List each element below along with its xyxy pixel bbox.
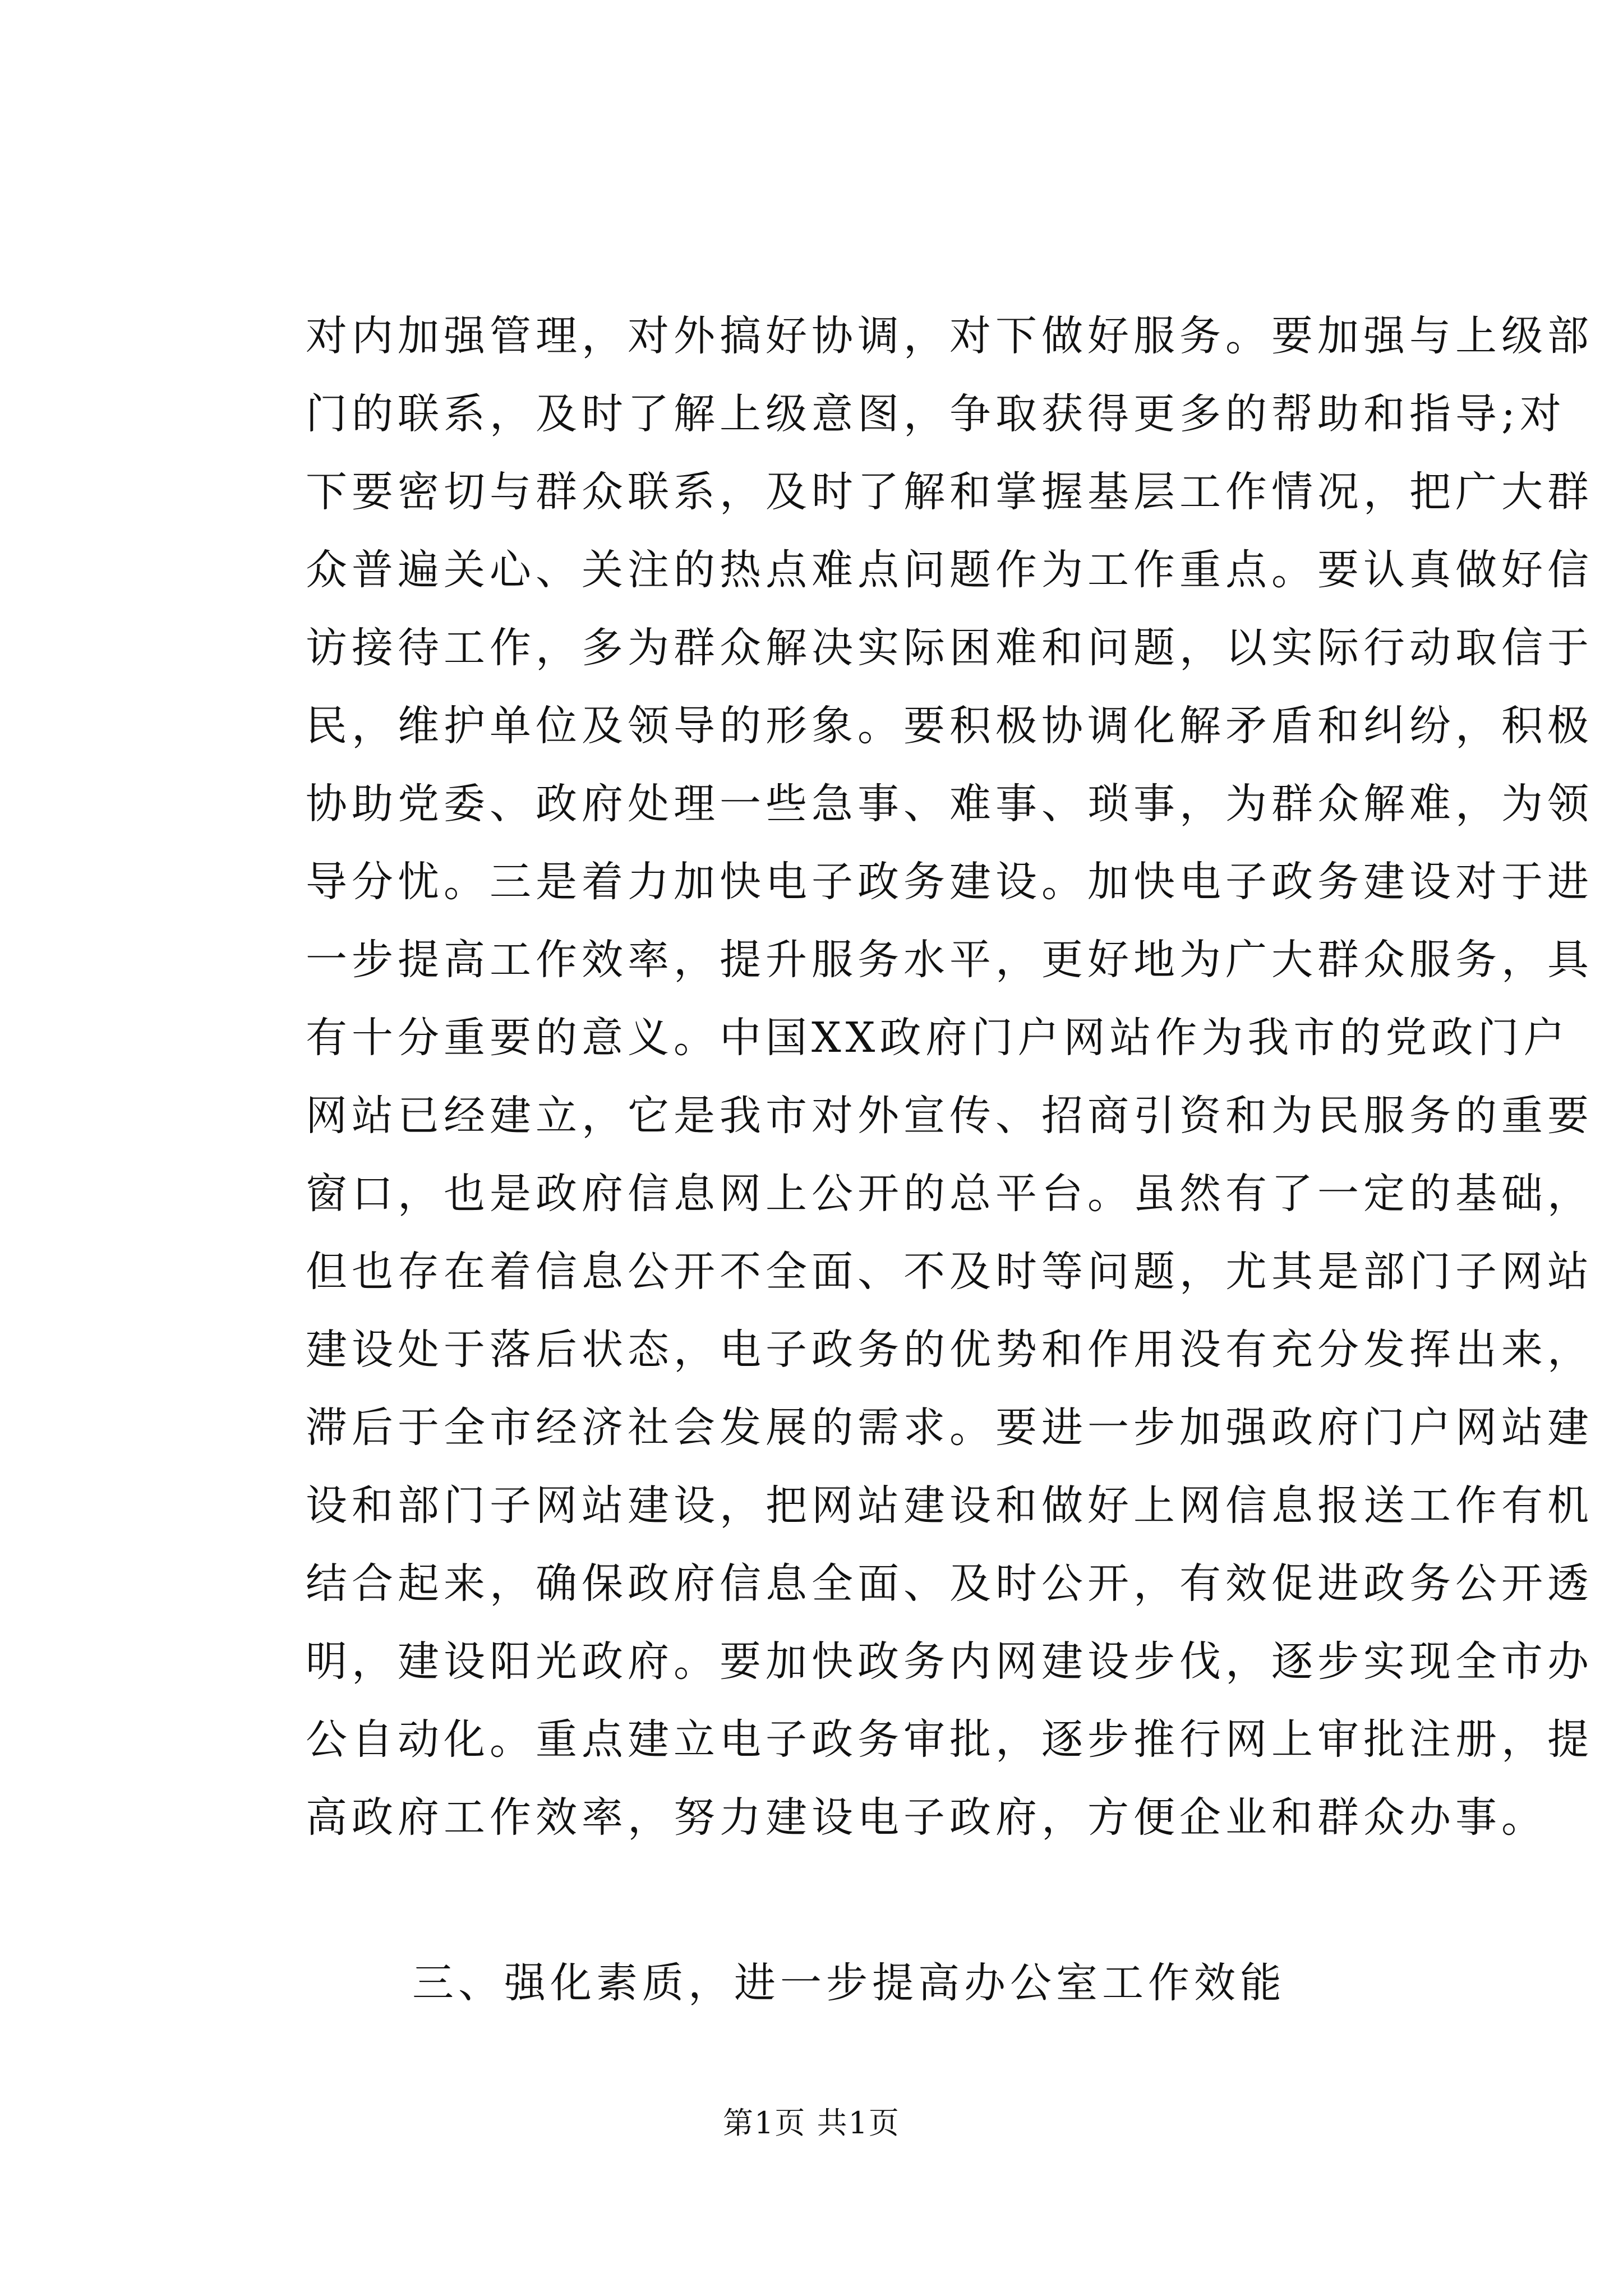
paragraph-line: 众普遍关心、关注的热点难点问题作为工作重点。要认真做好信	[306, 546, 1593, 594]
paragraph-line: 建设处于落后状态，电子政务的优势和作用没有充分发挥出来，	[306, 1326, 1593, 1374]
paragraph-line: 滞后于全市经济社会发展的需求。要进一步加强政府门户网站建	[306, 1404, 1593, 1452]
paragraph-line: 高政府工作效率，努力建设电子政府，方便企业和群众办事。	[306, 1793, 1547, 1842]
paragraph-line: 对内加强管理，对外搞好协调，对下做好服务。要加强与上级部	[306, 312, 1593, 360]
paragraph-line: 导分忧。三是着力加快电子政务建设。加快电子政务建设对于进	[306, 858, 1593, 906]
paragraph-line: 门的联系，及时了解上级意图，争取获得更多的帮助和指导;对	[306, 390, 1566, 438]
paragraph-line: 协助党委、政府处理一些急事、难事、琐事，为群众解难，为领	[306, 780, 1593, 828]
paragraph-line: 设和部门子网站建设，把网站建设和做好上网信息报送工作有机	[306, 1481, 1593, 1530]
paragraph-line: 公自动化。重点建立电子政务审批，逐步推行网上审批注册，提	[306, 1715, 1593, 1764]
paragraph-line: 民，维护单位及领导的形象。要积极协调化解矛盾和纠纷，积极	[306, 702, 1593, 750]
paragraph-line: 访接待工作，多为群众解决实际困难和问题，以实际行动取信于	[306, 624, 1593, 672]
paragraph-line: 结合起来，确保政府信息全面、及时公开，有效促进政务公开透	[306, 1559, 1593, 1608]
paragraph-line: 有十分重要的意义。中国XX政府门户网站作为我市的党政门户	[306, 1014, 1570, 1062]
paragraph-line: 网站已经建立，它是我市对外宣传、招商引资和为民服务的重要	[306, 1092, 1593, 1140]
section-heading: 三、强化素质，进一步提高办公室工作效能	[412, 1959, 1286, 2007]
paragraph-line: 一步提高工作效率，提升服务水平，更好地为广大群众服务，具	[306, 936, 1593, 984]
body-paragraph	[306, 297, 1593, 1857]
paragraph-line: 下要密切与群众联系，及时了解和掌握基层工作情况，把广大群	[306, 468, 1593, 516]
paragraph-line: 窗口，也是政府信息网上公开的总平台。虽然有了一定的基础，	[306, 1170, 1593, 1218]
paragraph-line: 但也存在着信息公开不全面、不及时等问题，尤其是部门子网站	[306, 1248, 1593, 1296]
page-footer: 第1页 共1页	[723, 2105, 900, 2141]
paragraph-line: 明，建设阳光政府。要加快政务内网建设步伐，逐步实现全市办	[306, 1637, 1593, 1686]
